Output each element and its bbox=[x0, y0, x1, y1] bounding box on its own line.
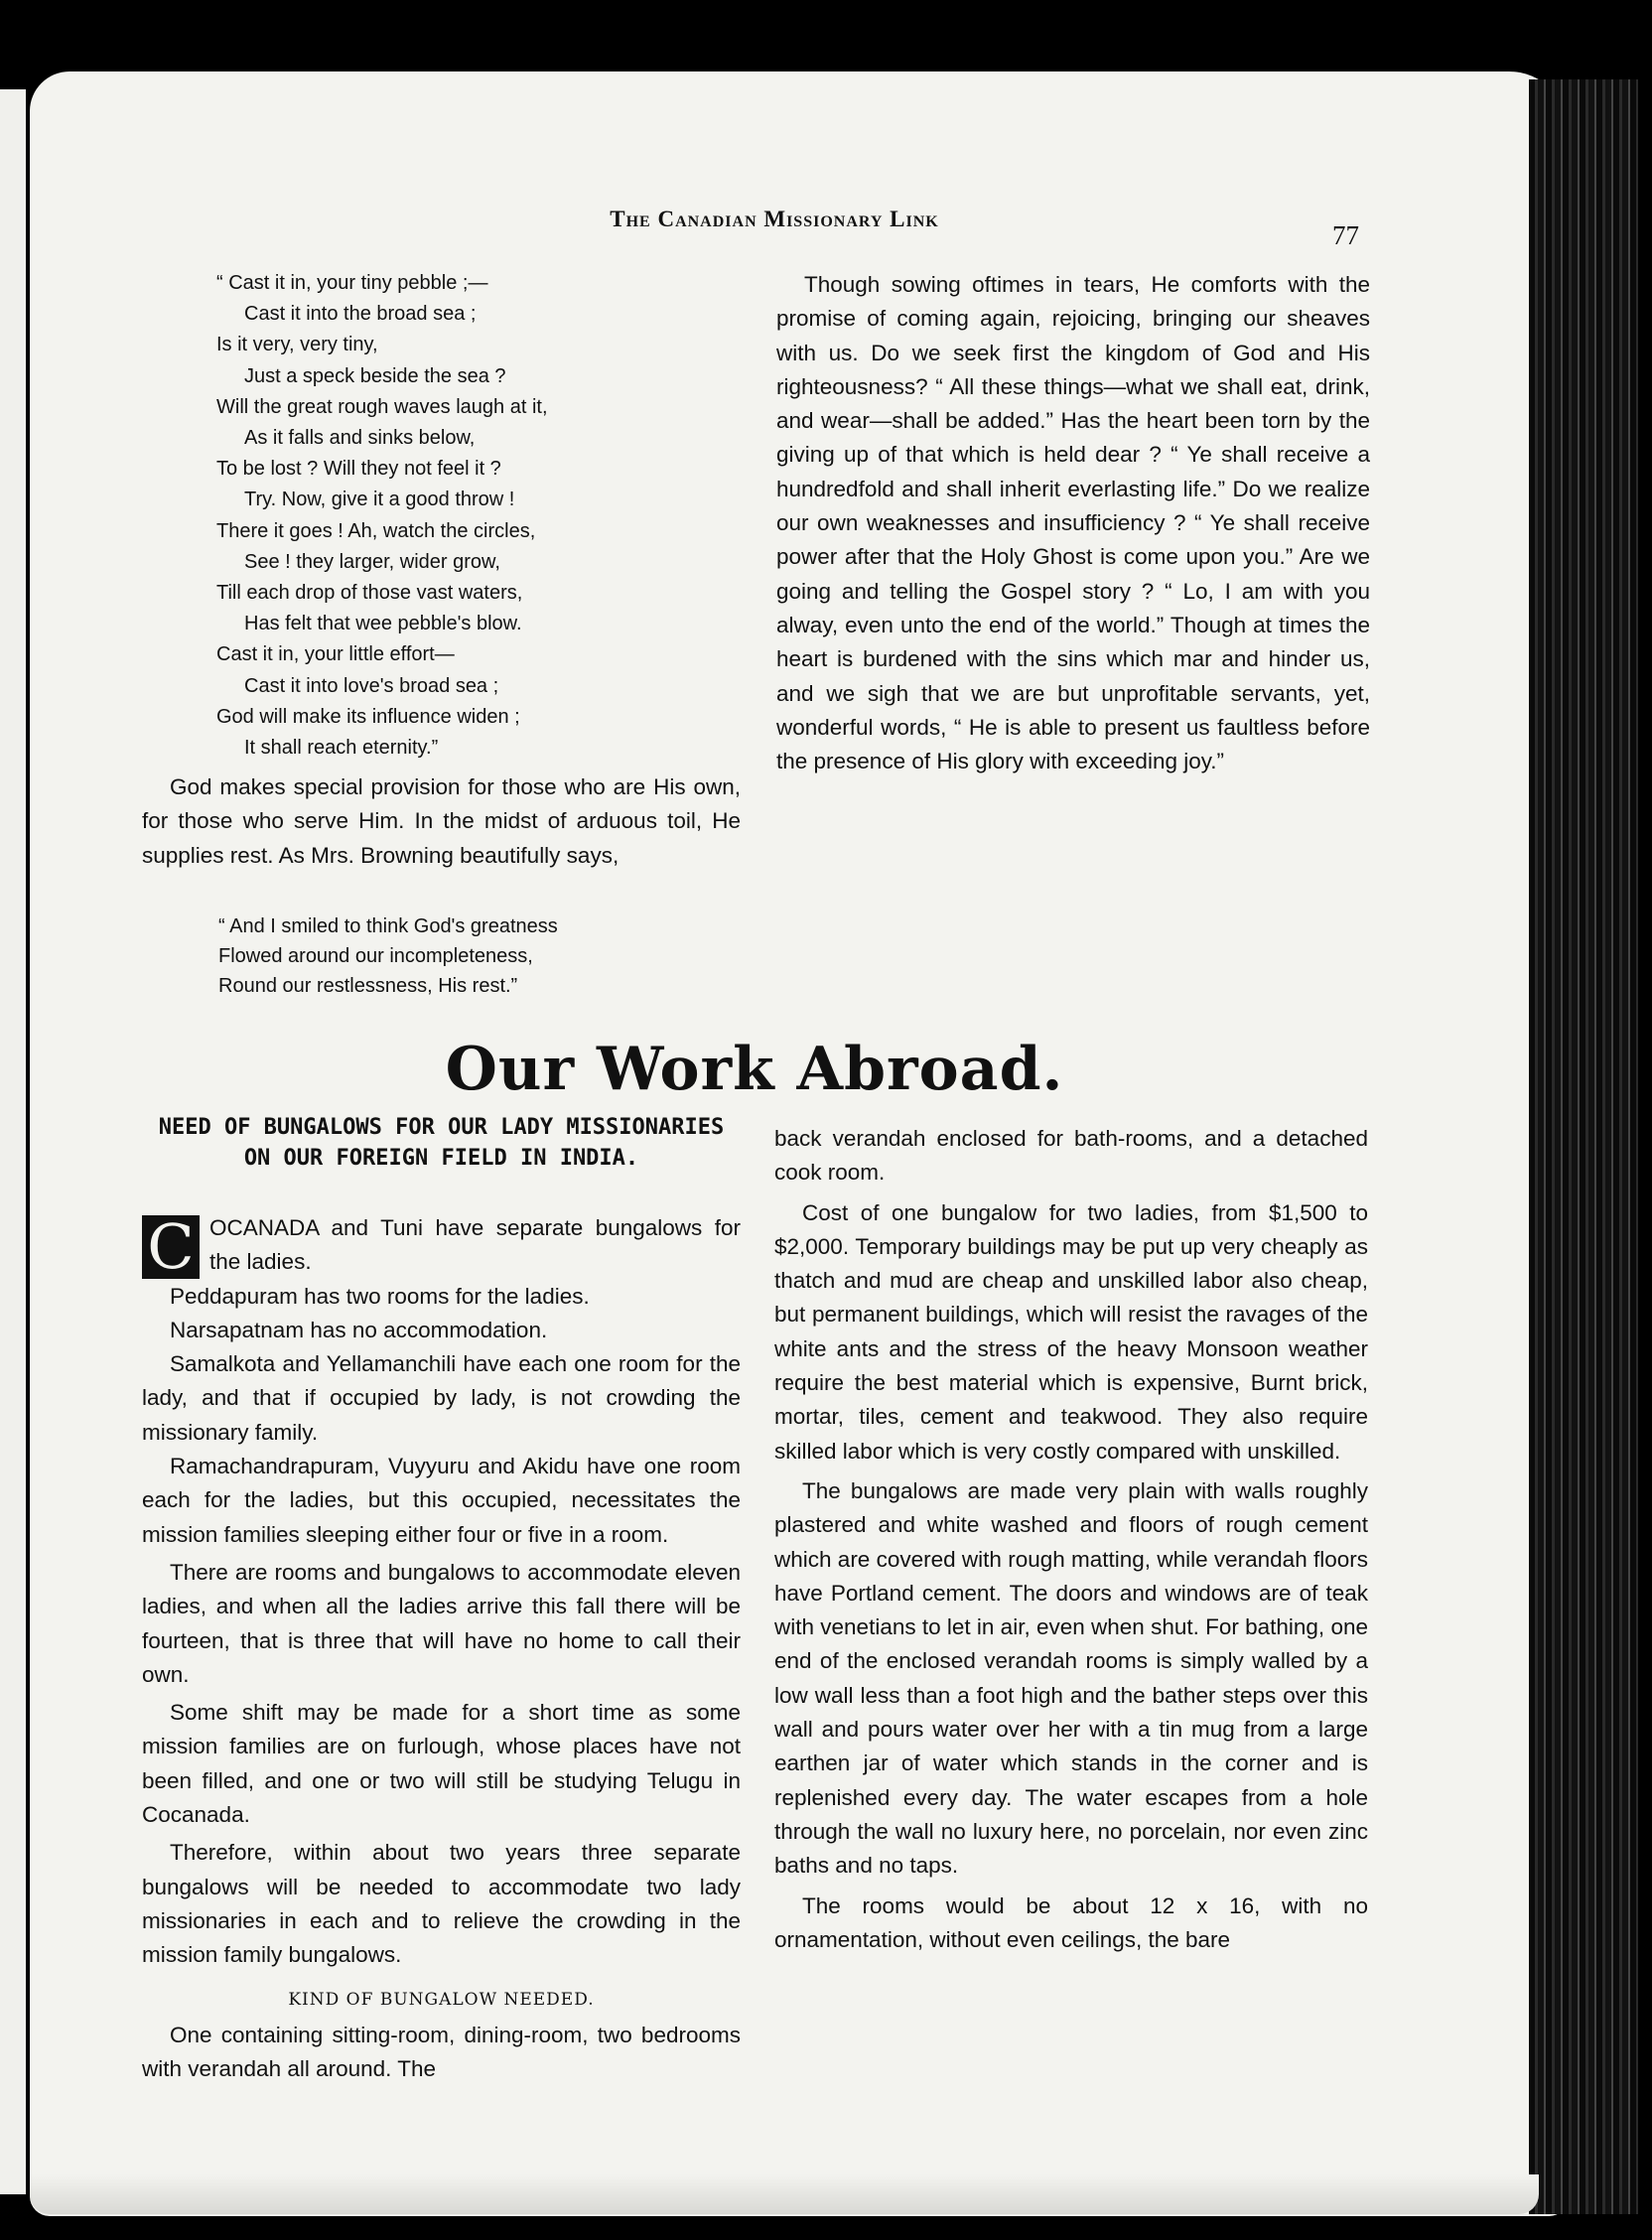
opening-paragraph bbox=[142, 1210, 741, 1283]
article-paragraph: One containing sitting-room, dining-room, two bedrooms with verandah all around. The bbox=[142, 2022, 741, 2082]
running-head: The Canadian Missionary Link bbox=[610, 207, 939, 231]
poem-line: There it goes ! Ah, watch the circles, bbox=[216, 519, 536, 542]
article-paragraph: Samalkota and Yellamanchili have each one room for the lady, and that if occupied by lady, is not crowding the missionary family. bbox=[142, 1351, 741, 1445]
browning-quote bbox=[218, 911, 735, 1001]
quote-line: Round our restlessness, His rest.” bbox=[218, 975, 518, 997]
opening-text: OCANADA and Tuni have separate bungalows for the ladies. bbox=[209, 1215, 741, 1275]
article-paragraph: Narsapatnam has no accommodation. bbox=[170, 1317, 548, 1342]
article-right-column bbox=[774, 1122, 1368, 1957]
poem-line: As it falls and sinks below, bbox=[244, 427, 476, 450]
poem-line: “ Cast it in, your tiny pebble ;— bbox=[216, 272, 488, 294]
quote-line: Flowed around our incompleteness, bbox=[218, 945, 533, 967]
article-paragraph: Therefore, within about two years three separate bungalows will be needed to accommodate two lady missionaries in each and to relieve the crowding in the mission family bungalows. bbox=[142, 1840, 741, 1968]
poem-line: Cast it into the broad sea ; bbox=[244, 303, 477, 326]
poem-line: God will make its influence widen ; bbox=[216, 705, 520, 728]
provision-paragraph: God makes special provision for those who are His own, for those who serve Him. In the midst of arduous toil, He supplies rest. As Mrs. Browning beautifully says, bbox=[142, 774, 741, 868]
article-paragraph: Cost of one bungalow for two ladies, from $1,500 to $2,000. Temporary buildings may be put up very cheaply as thatch and mud are cheap and unskilled labor also cheap, but permanent buildings, which will resist the ravages of the white ants and the stress of the heavy Monsoon weather require the best material which is expensive, Burnt brick, mortar, tiles, cement and teakwood. They also require skilled labor which is very costly compared with unskilled. bbox=[774, 1199, 1368, 1464]
article-paragraph: The rooms would be about 12 x 16, with no ornamentation, without even ceilings, the bare bbox=[774, 1892, 1368, 1952]
article-paragraph: Peddapuram has two rooms for the ladies. bbox=[170, 1283, 590, 1309]
poem-line: Cast it in, your little effort— bbox=[216, 643, 455, 666]
poem-line: Has felt that wee pebble's blow. bbox=[244, 613, 522, 635]
page-bottom-edge bbox=[30, 2174, 1539, 2214]
article-subhead: NEED OF BUNGALOWS FOR OUR LADY MISSIONARIES ON OUR FOREIGN FIELD IN INDIA. bbox=[158, 1115, 725, 1171]
article-paragraph: There are rooms and bungalows to accommodate eleven ladies, and when all the ladies arrive this fall there will be fourteen, that is three that will have no home to call their own. bbox=[142, 1559, 741, 1687]
page-number: 77 bbox=[1332, 220, 1359, 250]
poem-line: Try. Now, give it a good throw ! bbox=[244, 489, 515, 511]
poem-line: It shall reach eternity.” bbox=[244, 737, 439, 760]
kind-heading: KIND OF BUNGALOW NEEDED. bbox=[288, 1989, 595, 2010]
article-paragraph: Ramachandrapuram, Vuyyuru and Akidu have one room each for the ladies, but this occupied, necessitates the mission families sleeping either four or five in a room. bbox=[142, 1454, 741, 1547]
poem bbox=[216, 268, 733, 764]
poem-line: To be lost ? Will they not feel it ? bbox=[216, 458, 501, 481]
sowing-paragraph: Though sowing oftimes in tears, He comforts with the promise of coming again, rejoicing, bringing our sheaves with us. Do we seek first the kingdom of God and His righteousness? “ All these things—what we shall eat, drink, and wear—shall be added.” Has the heart been torn by the giving up of that which is held dear ? “ Ye shall receive a hundredfold and shall inherit everlasting life.” Do we realize our own weaknesses and insufficiency ? “ Ye shall receive power after that the Holy Ghost is come upon you.” Are we going and telling the Gospel story ? “ Lo, I am with you alway, even unto the end of the world.” Though at times the heart is burdened with the sins which mar and hinder us, and we sigh that we are but unprofitable servants, yet, wonderful words, “ He is able to present us faultless before the presence of His glory with exceeding joy.” bbox=[776, 272, 1370, 774]
book-spine-edge bbox=[1529, 79, 1638, 2214]
quote-line: “ And I smiled to think God's greatness bbox=[218, 915, 558, 937]
poem-line: Is it very, very tiny, bbox=[216, 334, 378, 356]
article-paragraph: The bungalows are made very plain with walls roughly plastered and white washed and floors of rough cement which are covered with rough matting, while verandah floors have Portland cement. The doors and windows are of teak with venetians to let in air, even when shut. For bathing, one end of the enclosed verandah rooms is simply walled by a low wall less than a foot high and the bather steps over this wall and pours water over her with a tin mug from a large earthen jar of water which stands in the corner and is replenished every day. The water escapes from a hole through the wall no luxury here, no porcelain, nor even zinc baths and no taps. bbox=[774, 1477, 1368, 1879]
poem-line: Cast it into love's broad sea ; bbox=[244, 674, 499, 697]
left-page-edge bbox=[0, 89, 26, 2194]
poem-line: Will the great rough waves laugh at it, bbox=[216, 395, 548, 418]
article-left-column bbox=[142, 1211, 741, 2086]
article-paragraph: Some shift may be made for a short time as some mission families are on furlough, whose places have not been filled, and one or two will still be studying Telugu in Cocanada. bbox=[142, 1700, 741, 1828]
drop-cap: C bbox=[142, 1215, 200, 1279]
poem-line: See ! they larger, wider grow, bbox=[244, 550, 500, 573]
poem-line: Till each drop of those vast waters, bbox=[216, 582, 523, 605]
poem-line: Just a speck beside the sea ? bbox=[244, 364, 506, 387]
article-paragraph: back verandah enclosed for bath-rooms, and a detached cook room. bbox=[774, 1126, 1368, 1186]
section-headline: Our Work Abroad. bbox=[445, 1035, 1064, 1104]
